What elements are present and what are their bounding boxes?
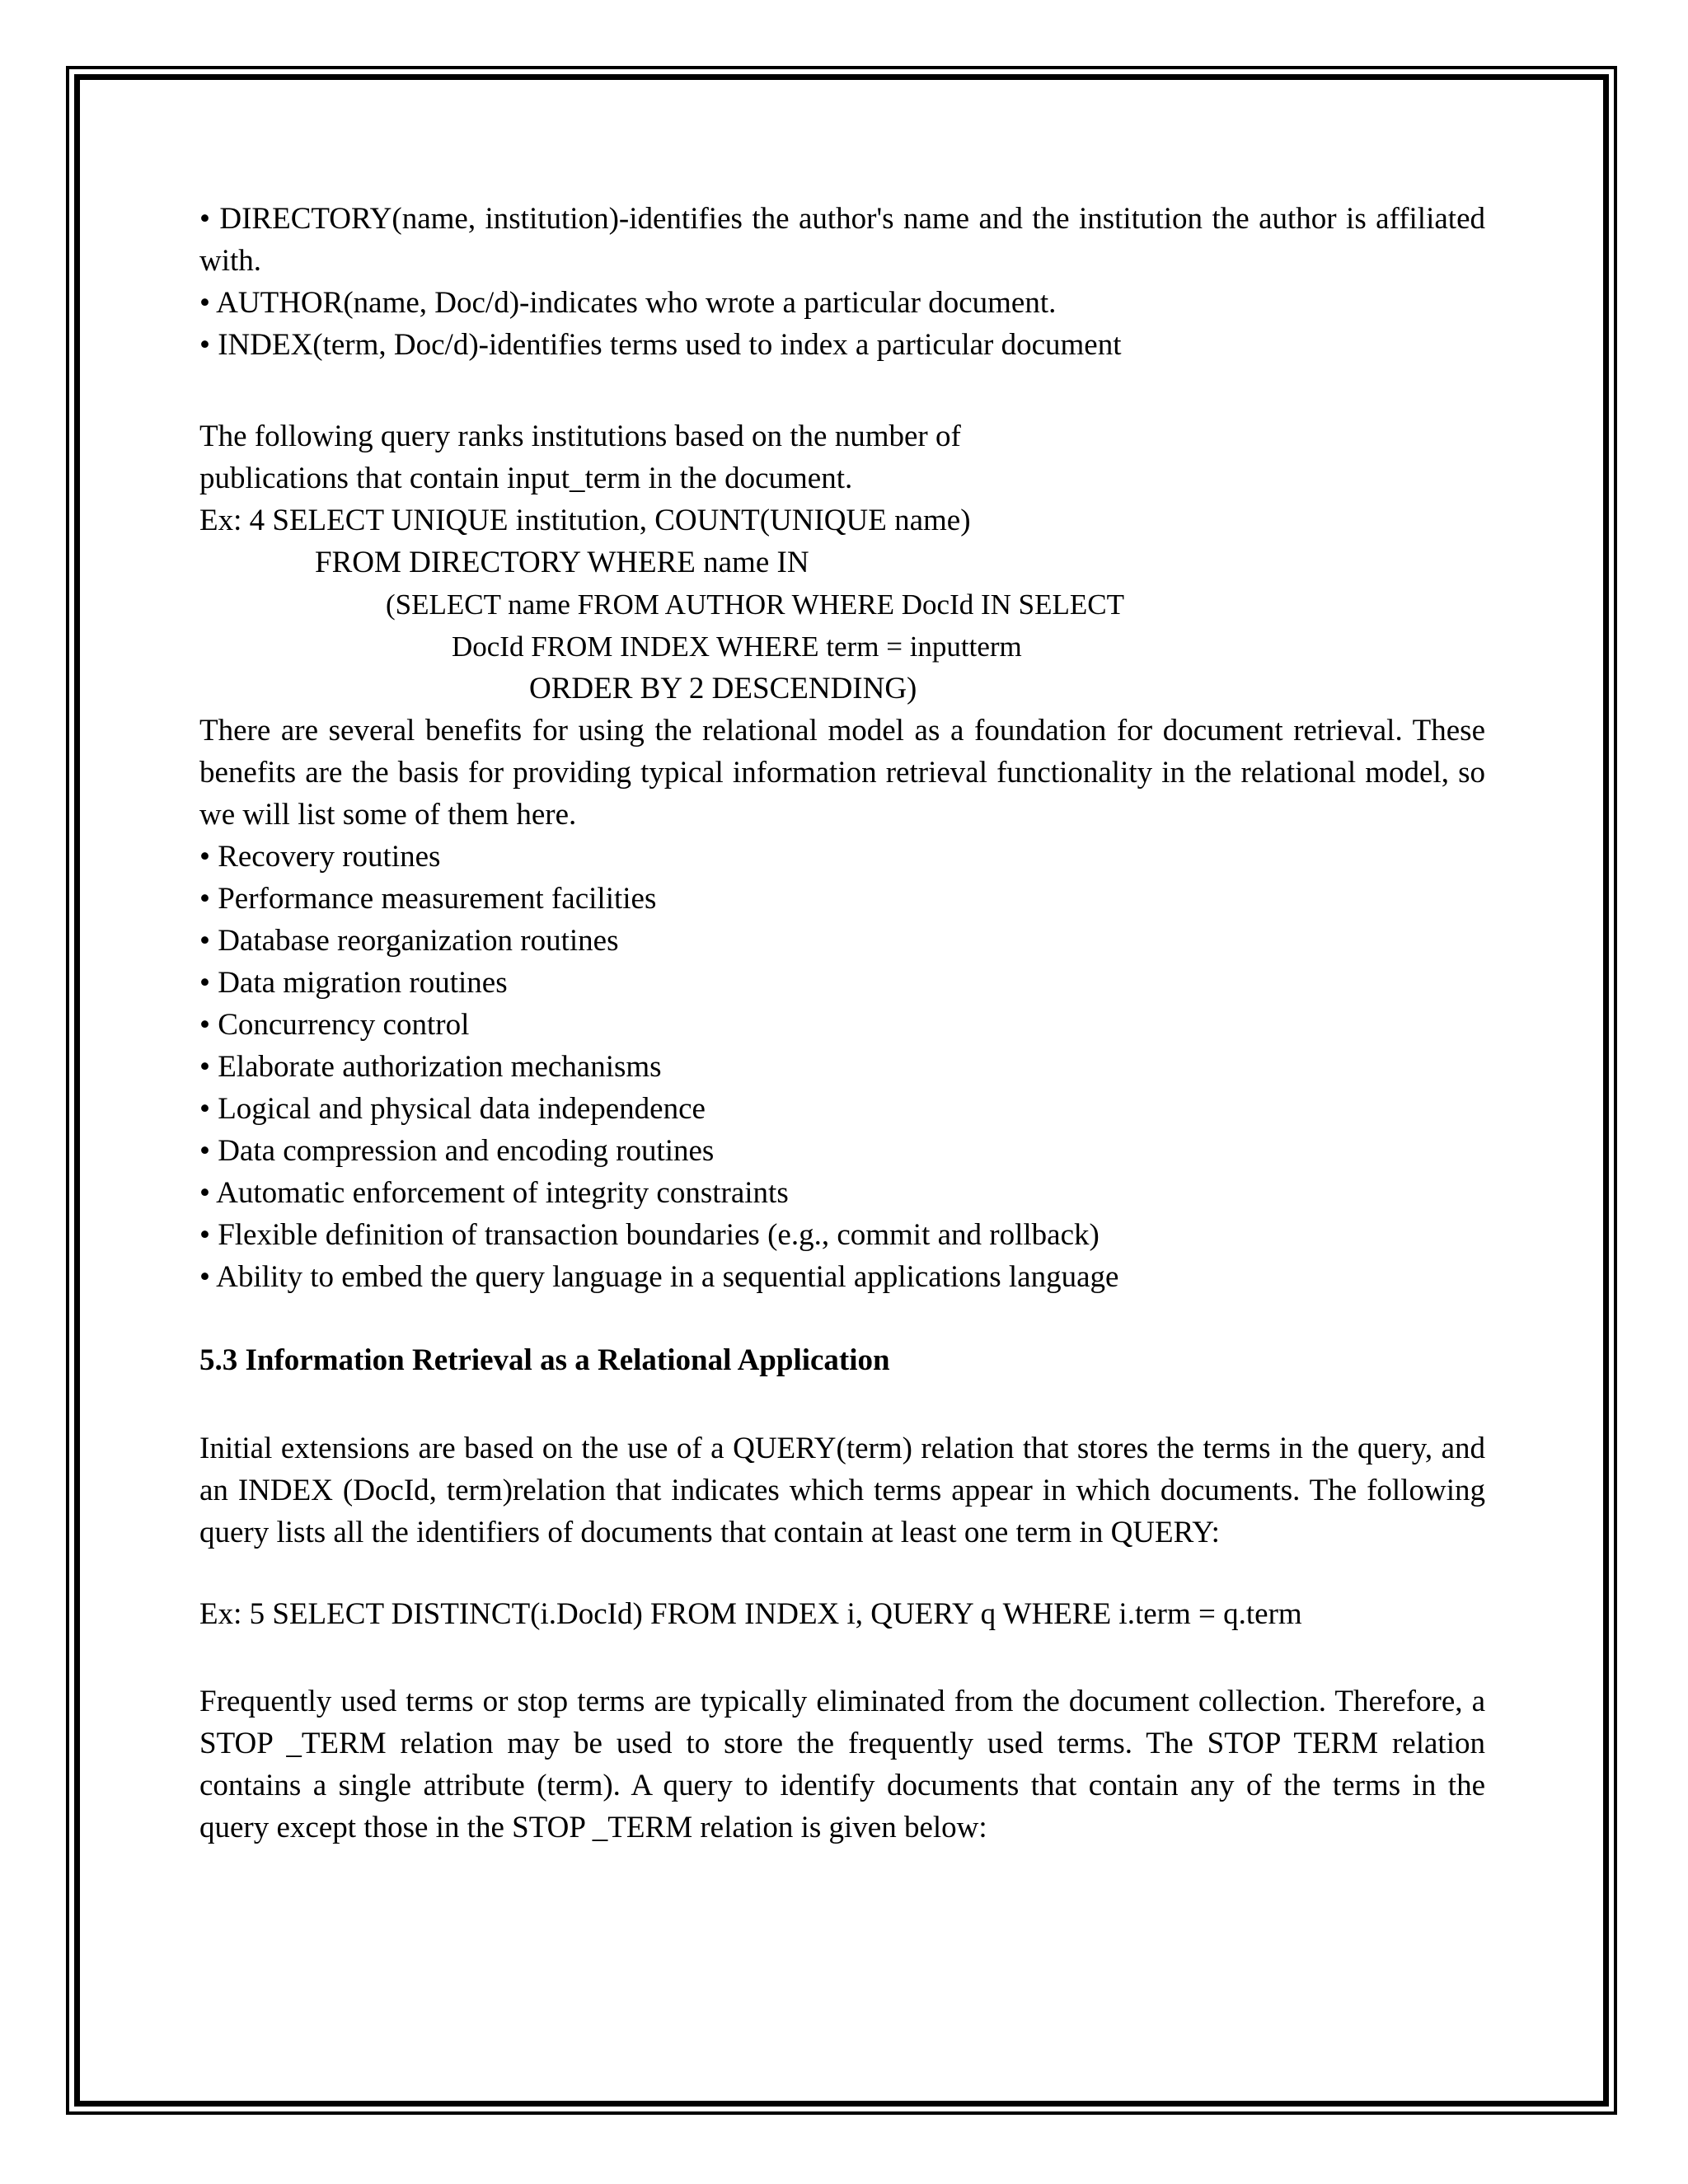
example-4-line-5: ORDER BY 2 DESCENDING) [529, 672, 917, 705]
benefit-item: • Automatic enforcement of integrity constraints [199, 1176, 789, 1210]
example-4-line-1: Ex: 4 SELECT UNIQUE institution, COUNT(UNIQUE name) [199, 504, 971, 537]
spacer [199, 1635, 1485, 1680]
example-4-line-3: (SELECT name FROM AUTHOR WHERE DocId IN SELECT [386, 588, 1125, 621]
section-heading: 5.3 Information Retrieval as a Relational Application [199, 1343, 890, 1377]
list-item-directory: • DIRECTORY(name, institution)-identifies the author's name and the institution the author is affiliated with. [199, 202, 1485, 278]
benefit-item: • Database reorganization routines [199, 924, 619, 958]
benefit-item: • Ability to embed the query language in a sequential applications language [199, 1260, 1119, 1294]
benefit-item: • Logical and physical data independence [199, 1092, 706, 1126]
benefit-item: • Elaborate authorization mechanisms [199, 1050, 662, 1084]
spacer [199, 1381, 1485, 1427]
benefit-item: • Data migration routines [199, 966, 508, 1000]
list-item-author: • AUTHOR(name, Doc/d)-indicates who wrote a particular document. [199, 286, 1057, 320]
benefits-paragraph: There are several benefits for using the relational model as a foundation for document retrieval. These benefits are the basis for providing typical information retrieval functionality in the relational model, so we will list some of them here. [199, 714, 1485, 832]
example-4-line-4: DocId FROM INDEX WHERE term = inputterm [452, 630, 1022, 663]
example-5: Ex: 5 SELECT DISTINCT(i.DocId) FROM INDEX i, QUERY q WHERE i.term = q.term [199, 1597, 1302, 1631]
benefit-item: • Flexible definition of transaction boundaries (e.g., commit and rollback) [199, 1218, 1100, 1252]
extensions-paragraph: Initial extensions are based on the use of a QUERY(term) relation that stores the terms in the query, and an INDEX (DocId, term)relation that indicates which terms appear in which documents. The following query lists all the identifiers of documents that contain at least one term in QUERY: [199, 1432, 1485, 1549]
document-body [199, 198, 1485, 1849]
benefit-item: • Performance measurement facilities [199, 882, 657, 916]
query-intro-line-2: publications that contain input_term in the document. [199, 462, 853, 495]
stop-terms-paragraph: Frequently used terms or stop terms are typically eliminated from the document collection. Therefore, a STOP _TERM relation may be used to store the frequently used terms. The STOP TERM relation contains a single attribute (term). A query to identify documents that contain any of the terms in the query except those in the STOP _TERM relation is given below: [199, 1685, 1485, 1844]
list-item-index: • INDEX(term, Doc/d)-identifies terms used to index a particular document [199, 328, 1122, 362]
benefit-item: • Concurrency control [199, 1008, 470, 1042]
query-intro-line-1: The following query ranks institutions based on the number of [199, 419, 961, 453]
spacer [199, 1298, 1485, 1339]
spacer [199, 1554, 1485, 1593]
spacer [199, 366, 1485, 415]
benefit-item: • Recovery routines [199, 840, 441, 874]
example-4-line-2: FROM DIRECTORY WHERE name IN [315, 546, 809, 579]
benefit-item: • Data compression and encoding routines [199, 1134, 715, 1168]
